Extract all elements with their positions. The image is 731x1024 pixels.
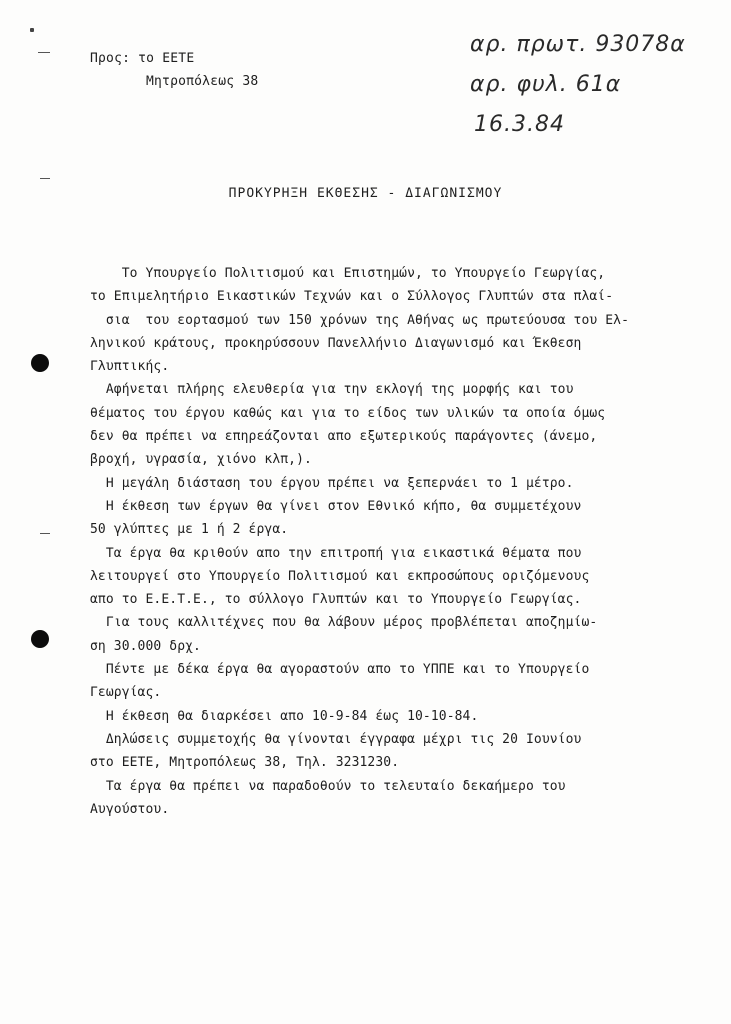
body-line: Αυγούστου.: [90, 801, 170, 817]
body-line: Γλυπτικής.: [90, 359, 170, 375]
body-line: Η έκθεση των έργων θα γίνει στον Εθνικό κήπο, θα συμμετέχουν: [90, 498, 582, 514]
recipient-address: Μητροπόλεως 38: [146, 74, 259, 89]
body-line: θέματος του έργου καθώς και για το είδος των υλικών τα οποία όμως: [90, 405, 606, 421]
body-line: σια του εορτασμού των 150 χρόνων της Αθήνας ως πρωτεύουσα του Ελ-: [90, 312, 630, 328]
body-line: Η έκθεση θα διαρκέσει απο 10-9-84 έως 10-10-84.: [90, 708, 479, 724]
scan-dot-top-left: [30, 28, 34, 32]
body-line: ση 30.000 δρχ.: [90, 638, 201, 654]
body-line: Για τους καλλιτέχνες που θα λάβουν μέρος προβλέπεται αποζημίω-: [90, 615, 598, 631]
recipient-line: Προς: το ΕΕΤΕ: [90, 51, 195, 66]
body-line: Πέντε με δέκα έργα θα αγοραστούν απο το ΥΠΠΕ και το Υπουργείο: [90, 662, 590, 678]
body-line: Αφήνεται πλήρης ελευθερία για την εκλογή της μορφής και του: [90, 382, 574, 398]
punch-hole-lower: [31, 630, 49, 648]
handwritten-file-number: αρ. φυλ. 61α: [470, 72, 622, 97]
body-line: Τα έργα θα κριθούν απο την επιτροπή για εικαστικά θέματα που: [90, 545, 582, 561]
body-line: Γεωργίας.: [90, 685, 162, 701]
body-line: Τα έργα θα πρέπει να παραδοθούν το τελευταίο δεκαήμερο του: [90, 778, 566, 794]
handwritten-date: 16.3.84: [474, 112, 565, 137]
body-line: το Επιμελητήριο Εικαστικών Τεχνών και ο Σύλλογος Γλυπτών στα πλαί-: [90, 289, 614, 305]
body-line: Το Υπουργείο Πολιτισμού και Επιστημών, το Υπουργείο Γεωργίας,: [90, 266, 606, 281]
body-line: Δηλώσεις συμμετοχής θα γίνονται έγγραφα μέχρι τις 20 Ιουνίου: [90, 731, 582, 747]
punch-hole-upper: [31, 354, 49, 372]
scan-mark-top-left: [38, 52, 50, 53]
body-line: Η μεγάλη διάσταση του έργου πρέπει να ξεπερνάει το 1 μέτρο.: [90, 475, 574, 491]
scan-mark-left-2: [40, 178, 50, 179]
announcement-body: [90, 262, 690, 821]
document-title: ΠΡΟΚΥΡΗΞΗ ΕΚΘΕΣΗΣ - ΔΙΑΓΩΝΙΣΜΟΥ: [228, 186, 503, 201]
body-line: στο ΕΕΤΕ, Μητροπόλεως 38, Τηλ. 3231230.: [90, 755, 400, 771]
body-line: 50 γλύπτες με 1 ή 2 έργα.: [90, 522, 289, 538]
body-line: δεν θα πρέπει να επηρεάζονται απο εξωτερικούς παράγοντες (άνεμο,: [90, 429, 598, 445]
body-line: απο το Ε.Ε.Τ.Ε., το σύλλογο Γλυπτών και το Υπουργείο Γεωργίας.: [90, 592, 582, 608]
body-line: ληνικού κράτους, προκηρύσσουν Πανελλήνιο Διαγωνισμό και Έκθεση: [90, 335, 582, 351]
handwritten-protocol-number: αρ. πρωτ. 93078α: [470, 32, 686, 57]
body-line: βροχή, υγρασία, χιόνο κλπ,).: [90, 452, 312, 468]
scan-mark-left-3: [40, 533, 50, 534]
body-line: λειτουργεί στο Υπουργείο Πολιτισμού και εκπροσώπους οριζόμενους: [90, 568, 590, 584]
